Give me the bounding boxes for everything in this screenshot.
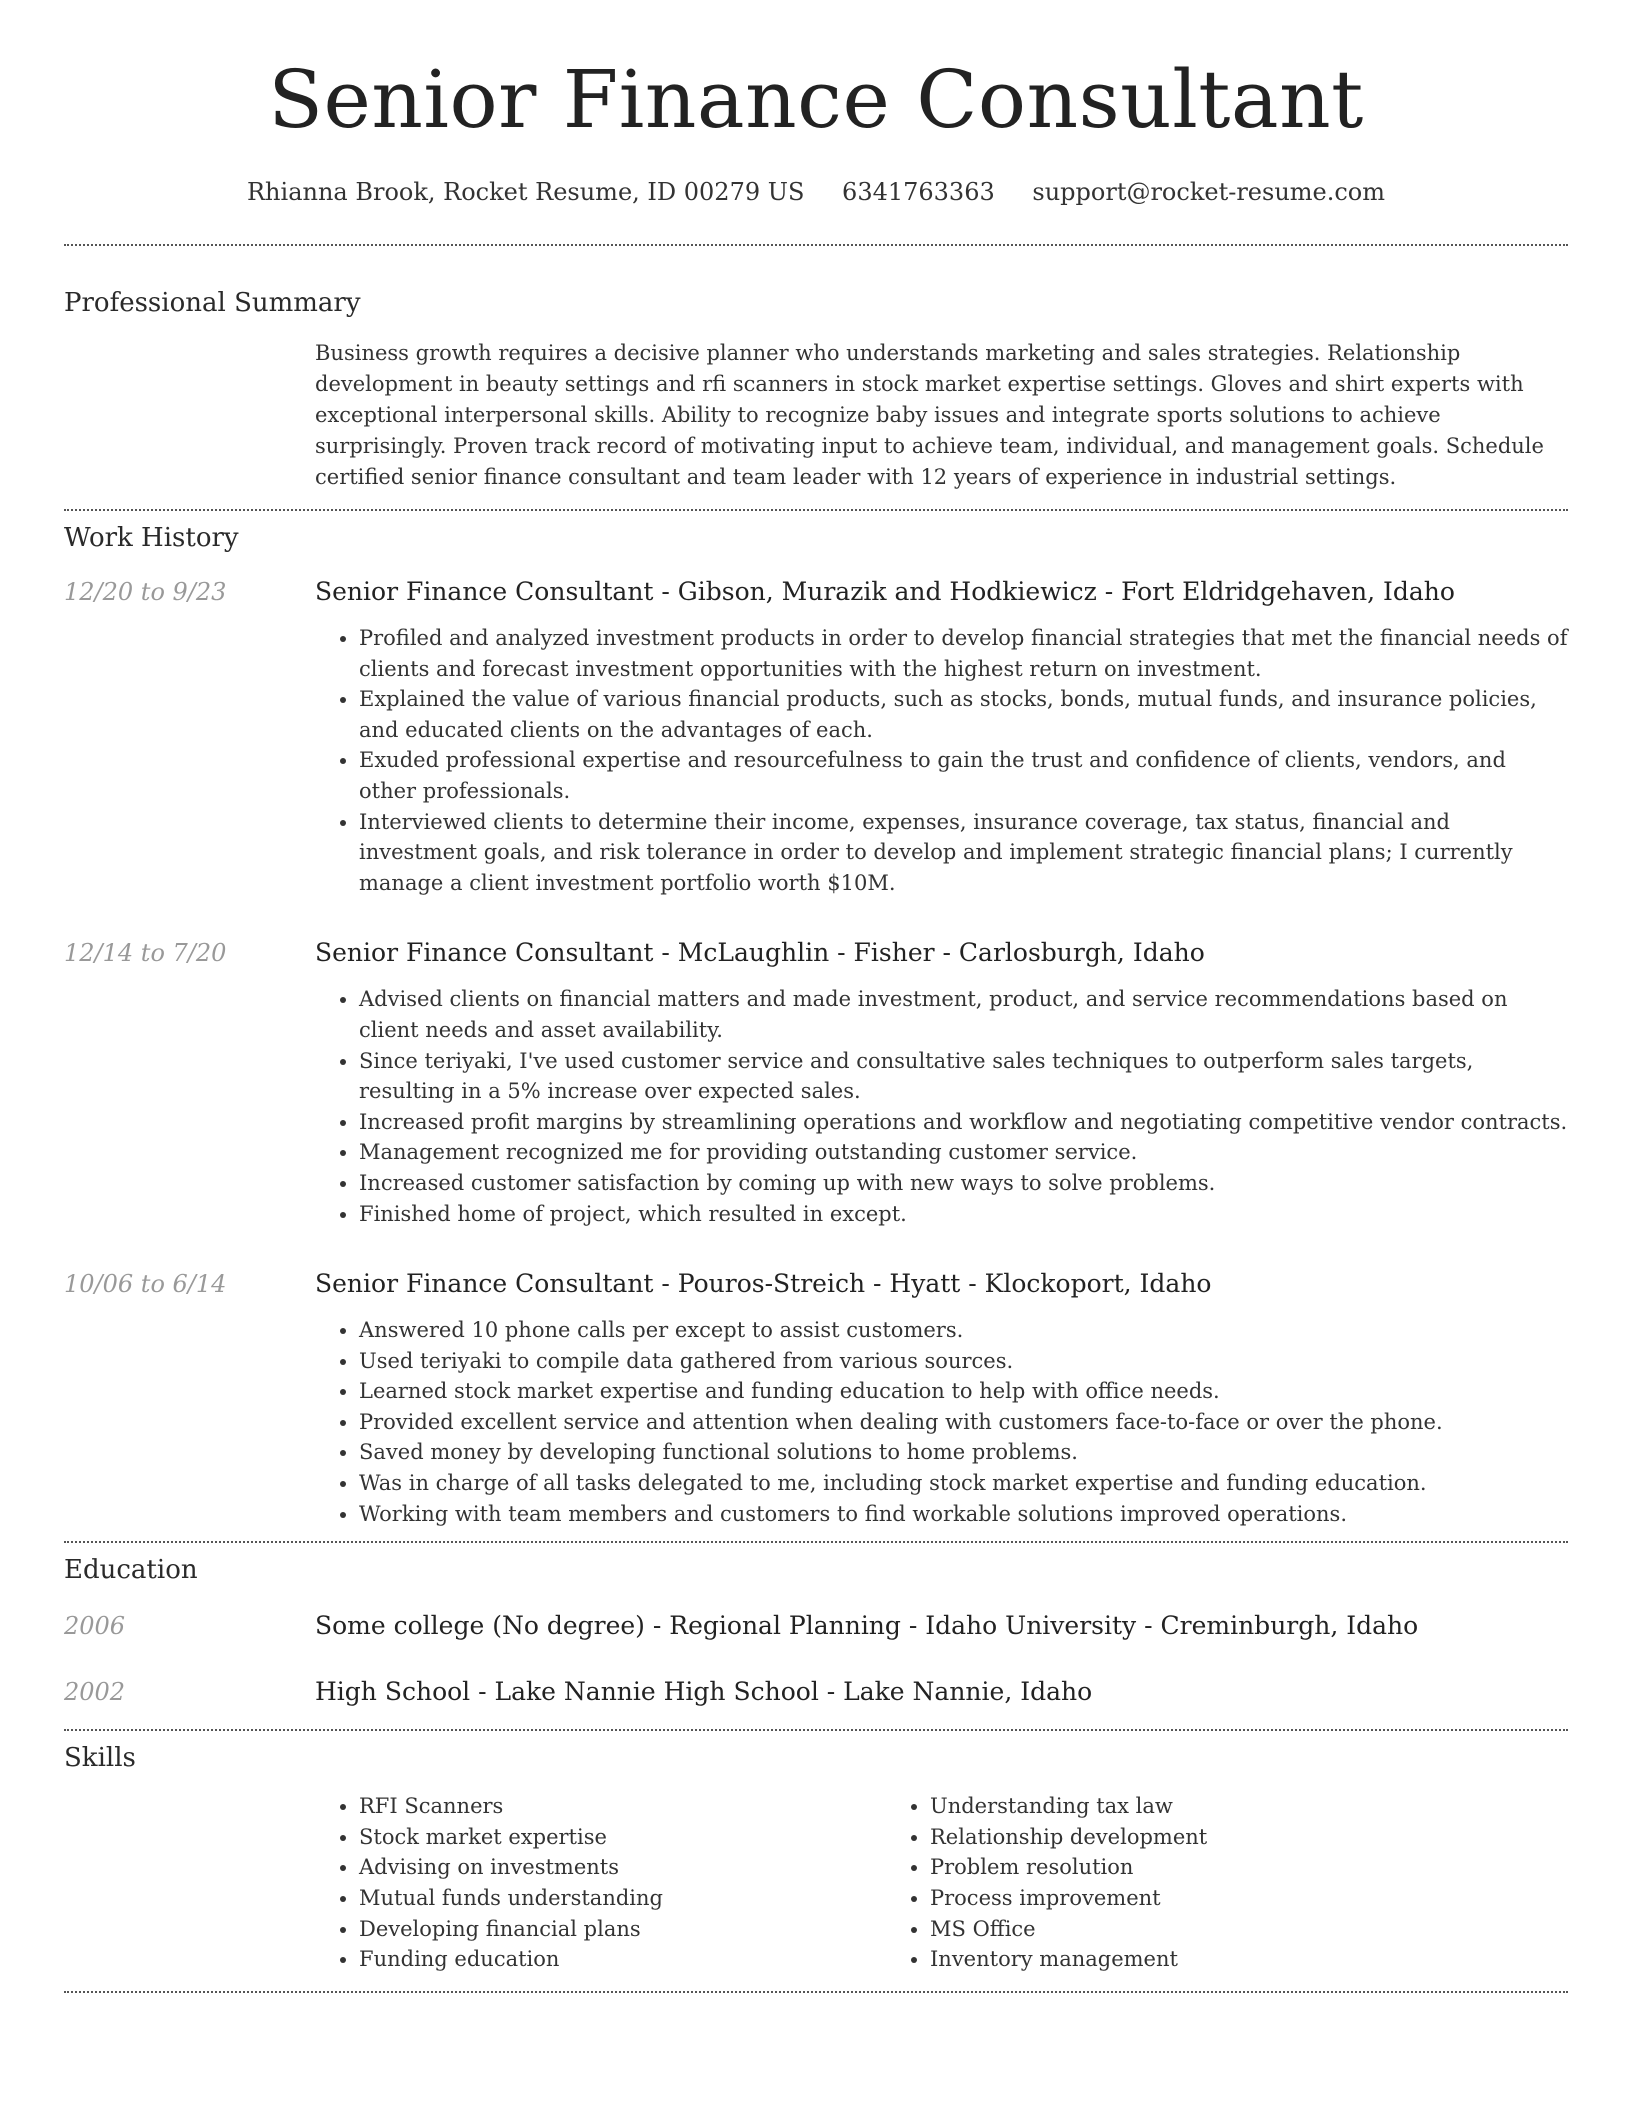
education-entry: [64, 1609, 1568, 1643]
job-title: Senior Finance Consultant - McLaughlin - Fisher - Carlosburgh, Idaho: [315, 938, 1205, 968]
job-bullet: • Since teriyaki, I've used customer service and consultative sales techniques to outperform sales targets, resulting in a 5% increase over expected sales.: [359, 1046, 1568, 1107]
work-divider: [64, 1541, 1568, 1543]
job-bullet: • Used teriyaki to compile data gathered from various sources.: [359, 1346, 1568, 1377]
skills-divider: [64, 1991, 1568, 1993]
job-dates: 12/20 to 9/23: [64, 578, 227, 606]
job-bullet: • Interviewed clients to determine their income, expenses, insurance coverage, tax status, financial and investment goals, and risk tolerance in order to develop and implement strategic financial plans; I currently manage a client investment portfolio worth $10M.: [359, 807, 1568, 899]
job-body: [315, 1267, 1568, 1529]
skill-item: • Funding education: [359, 1944, 886, 1975]
contact-email: support@rocket-resume.com: [1032, 178, 1386, 206]
job-bullet: • Working with team members and customers to find workable solutions improved operations.: [359, 1499, 1568, 1530]
job-bullet: • Increased profit margins by streamlining operations and workflow and negotiating competitive vendor contracts.: [359, 1107, 1568, 1138]
job-bullets: [315, 984, 1568, 1229]
skill-item: • Relationship development: [930, 1822, 1457, 1853]
job-bullet: • Explained the value of various financial products, such as stocks, bonds, mutual funds, and insurance policies, and educated clients on the advantages of each.: [359, 684, 1568, 745]
skills-column-left: [315, 1791, 886, 1975]
education-year: 2002: [64, 1678, 126, 1707]
header-divider: [64, 244, 1568, 246]
summary-text: Business growth requires a decisive planner who understands marketing and sales strategies. Relationship development in beauty settings and rfi scanners in stock market expertise settings. Gloves and shirt experts with exceptional interpersonal skills. Ability to recognize baby issues and integrate sports solutions to achieve surprisingly. Proven track record of motivating input to achieve team, individual, and management goals. Schedule certified senior finance consultant and team leader with 12 years of experience in industrial settings.: [315, 341, 1544, 489]
skill-item: • Stock market expertise: [359, 1822, 886, 1853]
job-bullets: [315, 623, 1568, 898]
job-bullet: • Finished home of project, which resulted in except.: [359, 1199, 1568, 1230]
summary-divider: [64, 509, 1568, 511]
work-history-heading: Work History: [64, 523, 239, 553]
skill-item: • RFI Scanners: [359, 1791, 886, 1822]
job-title: Senior Finance Consultant - Pouros-Streich - Hyatt - Klockoport, Idaho: [315, 1269, 1212, 1299]
job-entry: [64, 575, 1568, 898]
education-title: Some college (No degree) - Regional Planning - Idaho University - Creminburgh, Idaho: [315, 1611, 1419, 1641]
contact-address: Rhianna Brook, Rocket Resume, ID 00279 US: [246, 178, 805, 206]
job-body: [315, 936, 1568, 1229]
resume-title: Senior Finance Consultant: [268, 53, 1364, 146]
skills-column-right: [886, 1791, 1457, 1975]
skill-item: • Mutual funds understanding: [359, 1883, 886, 1914]
skill-item: • Inventory management: [930, 1944, 1457, 1975]
job-body: [315, 575, 1568, 898]
job-title: Senior Finance Consultant - Gibson, Murazik and Hodkiewicz - Fort Eldridgehaven, Idaho: [315, 577, 1455, 606]
job-bullet: • Exuded professional expertise and resourcefulness to gain the trust and confidence of clients, vendors, and other professionals.: [359, 745, 1568, 806]
job-dates: 10/06 to 6/14: [64, 1270, 227, 1299]
job-entry: [64, 936, 1568, 1229]
skills-list: [315, 1791, 1568, 1975]
job-bullet: • Saved money by developing functional solutions to home problems.: [359, 1437, 1568, 1468]
job-bullet: • Answered 10 phone calls per except to assist customers.: [359, 1315, 1568, 1346]
skill-item: • Process improvement: [930, 1883, 1457, 1914]
job-bullet: • Provided excellent service and attention when dealing with customers face-to-face or over the phone.: [359, 1407, 1568, 1438]
skill-item: • Understanding tax law: [930, 1791, 1457, 1822]
summary-heading: Professional Summary: [64, 288, 361, 318]
job-dates: 12/14 to 7/20: [64, 939, 227, 968]
job-bullet: • Was in charge of all tasks delegated to me, including stock market expertise and funding education.: [359, 1468, 1568, 1499]
skill-item: • Advising on investments: [359, 1852, 886, 1883]
job-bullet: • Advised clients on financial matters and made investment, product, and service recommendations based on client needs and asset availability.: [359, 984, 1568, 1045]
contact-line: [64, 176, 1568, 208]
job-bullet: • Learned stock market expertise and funding education to help with office needs.: [359, 1376, 1568, 1407]
education-entry: [64, 1675, 1568, 1709]
education-year: 2006: [64, 1612, 126, 1641]
skill-item: • Developing financial plans: [359, 1914, 886, 1945]
job-bullet: • Management recognized me for providing outstanding customer service.: [359, 1137, 1568, 1168]
education-heading: Education: [64, 1555, 198, 1586]
education-divider: [64, 1729, 1568, 1731]
job-bullet: • Profiled and analyzed investment products in order to develop financial strategies that met the financial needs of clients and forecast investment opportunities with the highest return on investment.: [359, 623, 1568, 684]
job-bullets: [315, 1315, 1568, 1529]
education-title: High School - Lake Nannie High School - Lake Nannie, Idaho: [315, 1677, 1093, 1707]
job-entry: [64, 1267, 1568, 1529]
skills-heading: Skills: [64, 1743, 136, 1774]
skill-item: • Problem resolution: [930, 1852, 1457, 1883]
job-bullet: • Increased customer satisfaction by coming up with new ways to solve problems.: [359, 1168, 1568, 1199]
contact-phone: 6341763363: [842, 178, 995, 206]
skill-item: • MS Office: [930, 1914, 1457, 1945]
